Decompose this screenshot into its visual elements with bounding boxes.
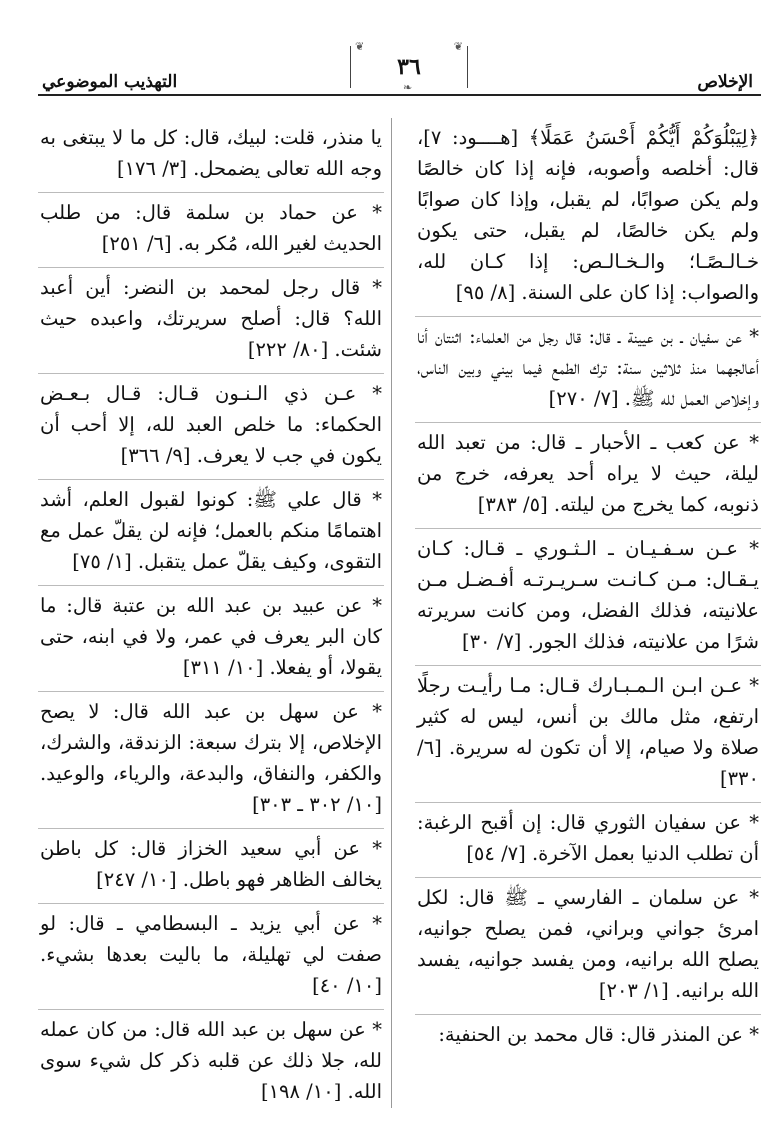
ornament-icon: ❧ xyxy=(403,81,413,94)
text-entry: * عن سلمان ـ الفارسي ـ ﷺ قال: لكل امرئ جواني وبراني، فمن يصلح جوانيه، يصلح الله برانيه، ومن يفسد جوانيه، يفسد الله برانيه. [١/ ٢٠٣] xyxy=(415,878,761,1015)
text-entry: ﴿لِيَبْلُوَكُمْ أَيُّكُمْ أَحْسَنُ عَمَلًا﴾ [هــــود: ٧]، قال: أخلصه وأصوبه، فإنه إذا كان خالصًا ولم يكن صوابًا، لم يقبل، وإذا كان صوابًا ولم يكن خالصًا، لم يقبل، حتى يكون خـالـصًـا؛ والـخـالـص: إذا كـان لله، والصواب: إذا كان على السنة. [٨/ ٩٥] xyxy=(415,118,761,317)
text-entry: * عـن ذي الـنـون قـال: قـال بـعـض الحكماء: ما خلص العبد لله، إلا أحب أن يكون في جب لا يعرف. [٩/ ٣٦٦] xyxy=(38,374,384,480)
text-entry: * عن حماد بن سلمة قال: من طلب الحديث لغير الله، مُكر به. [٦/ ٢٥١] xyxy=(38,193,384,268)
text-entry: * عن أبي يزيد ـ البسطامي ـ قال: لو صفت لي تهليلة، ما باليت بعدها بشيء. [١٠/ ٤٠] xyxy=(38,904,384,1010)
book-title: التهذيب الموضوعي xyxy=(42,72,178,92)
text-entry: * عـن ابـن الـمـبـارك قـال: مـا رأيـت رجلًا ارتفع، مثل مالك بن أنس، ليس له كثير صلاة ولا صيام، إلا أن تكون له سريرة. [٦/ ٣٣٠] xyxy=(415,666,761,803)
text-entry: * عن كعب ـ الأحبار ـ قال: من تعبد الله ليلة، حيث لا يراه أحد يعرفه، خرج من ذنوبه، كما يخرج من ليلته. [٥/ ٣٨٣] xyxy=(415,423,761,529)
text-entry: * عن سهل بن عبد الله قال: لا يصح الإخلاص، إلا بترك سبعة: الزندقة، والشرك، والكفر، والنفاق، والبدعة، والرياء، والوعيد. [١٠/ ٣٠٢ ـ ٣٠٣] xyxy=(38,692,384,829)
text-entry: * عن سفيان ـ بن عيينة ـ قال: قال رجل من العلماء: اثنتان أنا أعالجهما منذ ثلاثين سنة: ترك الطمع فيما بيني وبين الناس، وإخلاص العمل لله ﷺ. [٧/ ٢٧٠] xyxy=(415,317,761,423)
page-header xyxy=(38,42,761,100)
text-entry: * قال رجل لمحمد بن النضر: أين أعبد الله؟ قال: أصلح سريرتك، واعبده حيث شئت. [٨٠/ ٢٢٢] xyxy=(38,268,384,374)
column-divider xyxy=(391,118,392,1108)
text-entry: * عن أبي سعيد الخزاز قال: كل باطن يخالف الظاهر فهو باطل. [١٠/ ٢٤٧] xyxy=(38,829,384,904)
text-entry: * قال علي ﷺ: كونوا لقبول العلم، أشد اهتمامًا منكم بالعمل؛ فإنه لن يقلّ عمل مع التقوى، وكيف يقلّ عمل يتقبل. [١/ ٧٥] xyxy=(38,480,384,586)
chapter-title: الإخلاص xyxy=(697,72,753,92)
text-entry: * عن سهل بن عبد الله قال: من كان عمله لله، جلا ذلك عن قلبه ذكر كل شيء سوى الله. [١٠/ ١٩٨] xyxy=(40,1018,382,1103)
page-number-frame xyxy=(350,40,468,94)
text-entry: * عن المنذر قال: قال محمد بن الحنفية: xyxy=(438,1023,759,1046)
text-entry: * عن عبيد بن عبد الله بن عتبة قال: ما كان البر يعرف في عمر، ولا في ابنه، حتى يقولا، أو يفعلا. [١٠/ ٣١١] xyxy=(38,586,384,692)
ornament-icon: ❦ xyxy=(453,40,463,53)
header-rule xyxy=(38,94,761,96)
left-column xyxy=(38,118,384,1115)
page-number: ٣٦ xyxy=(397,54,421,80)
right-column xyxy=(415,118,761,1058)
text-entry: يا منذر، قلت: لبيك، قال: كل ما لا يبتغى به وجه الله تعالى يضمحل. [٣/ ١٧٦] xyxy=(38,118,384,193)
text-entry: * عـن سـفـيـان ـ الـثـوري ـ قـال: كـان يـقـال: مـن كـانـت سـريـرتـه أفـضـل مـن علانيته، فذلك الفضل، ومن كانت سريرته شرًا من علانيته، فذلك الجور. [٧/ ٣٠] xyxy=(415,529,761,666)
ornament-icon: ❦ xyxy=(355,40,365,53)
text-entry: * عن سفيان الثوري قال: إن أقبح الرغبة: أن تطلب الدنيا بعمل الآخرة. [٧/ ٥٤] xyxy=(415,803,761,878)
